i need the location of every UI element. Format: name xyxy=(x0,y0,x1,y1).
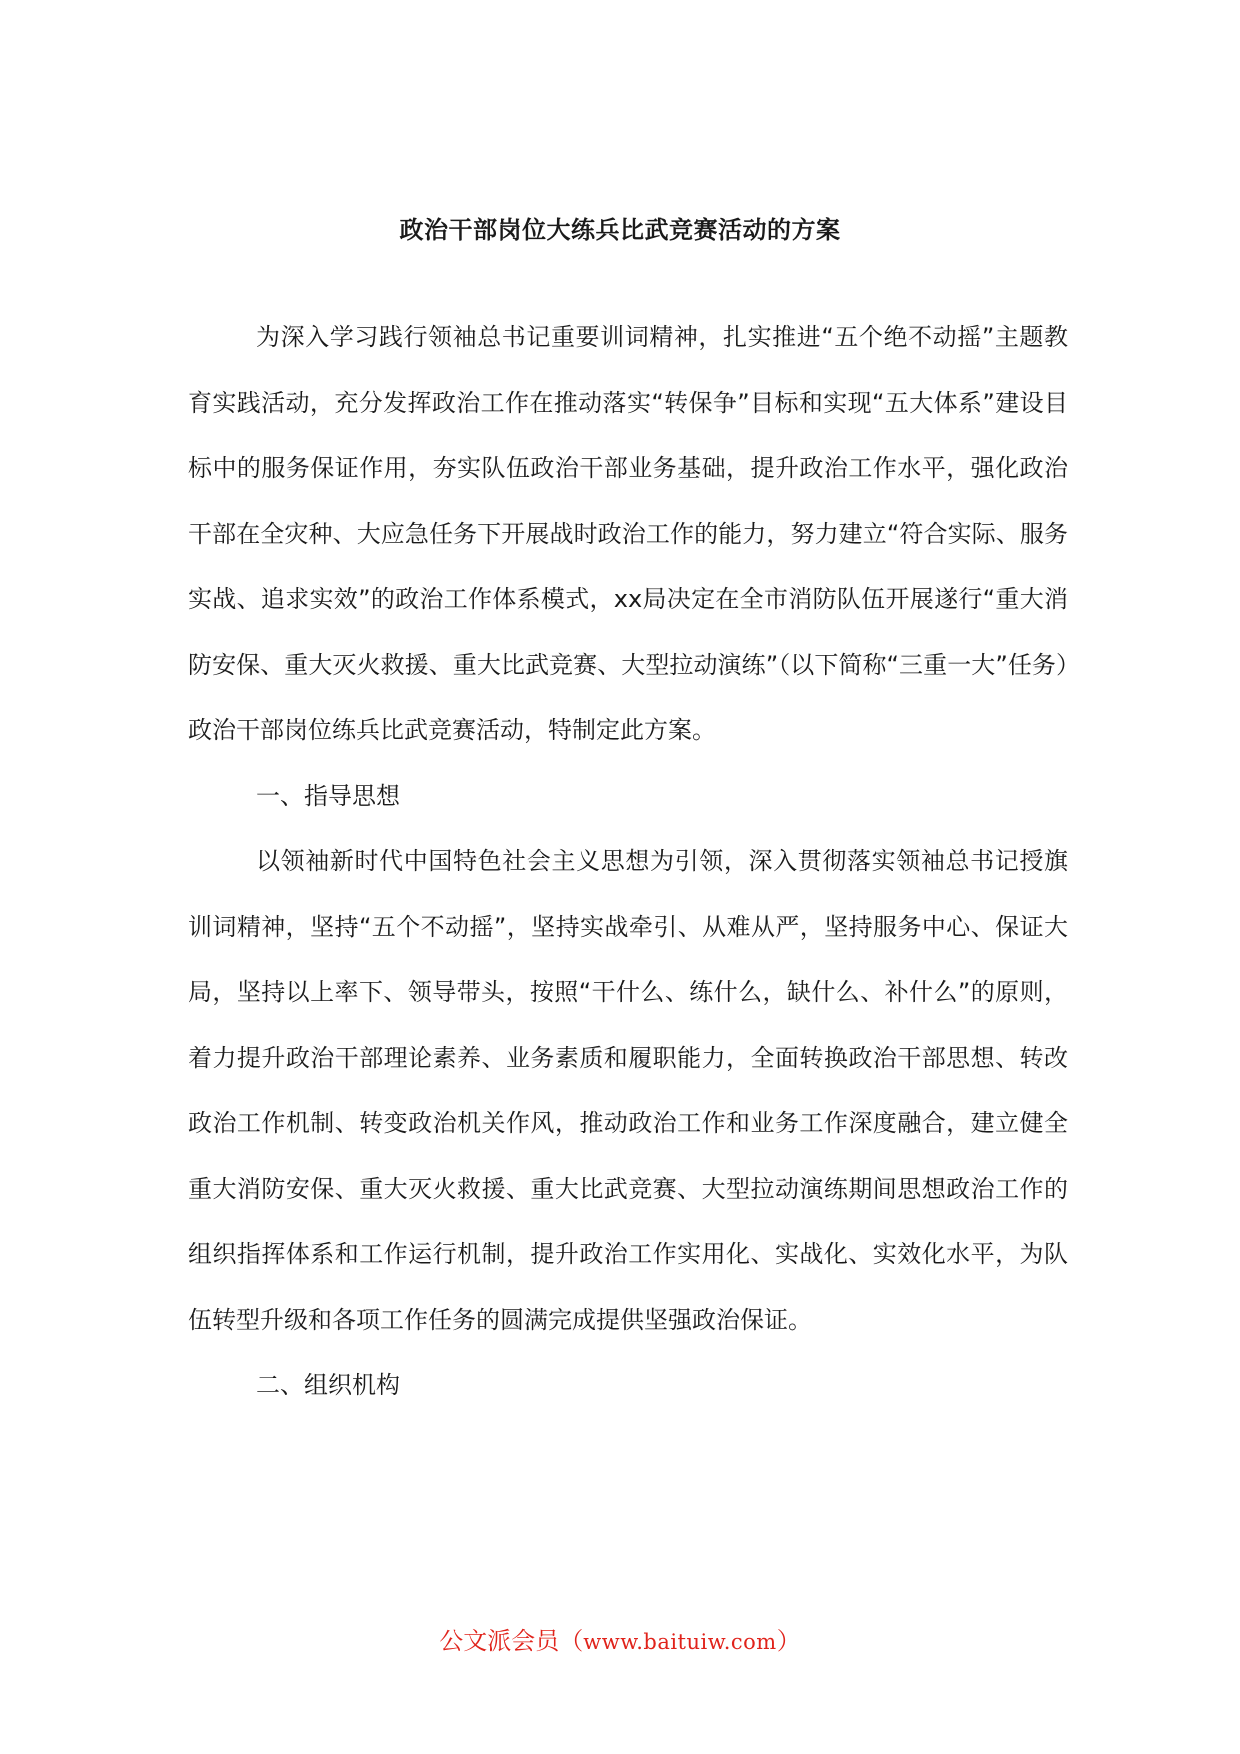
footer-watermark xyxy=(0,1624,1240,1659)
section-heading-organization: 二、组织机构 xyxy=(256,1371,400,1399)
footer-label: 公文派会员 xyxy=(439,1627,560,1655)
intro-paragraph: 为深入学习践行领袖总书记重要训词精神，扎实推进“五个绝不动摇”主题教育实践活动，充分发挥政治工作在推动落实“转保争”目标和实现“五大体系”建设目标中的服务保证作用，夯实队伍政治干部业务基础，提升政治工作水平，强化政治干部在全灾种、大应急任务下开展战时政治工作的能力，努力建立“符合实际、服务实战、追求实效”的政治工作体系模式，xx局决定在全市消防队伍开展遂行“重大消防安保、重大灭火救援、重大比武竞赛、大型拉动演练”（以下简称“三重一大”任务）政治干部岗位练兵比武竞赛活动，特制定此方案。 xyxy=(188,323,1068,744)
guiding-ideology-paragraph: 以领袖新时代中国特色社会主义思想为引领，深入贯彻落实领袖总书记授旗训词精神，坚持“五个不动摇”，坚持实战牵引、从难从严，坚持服务中心、保证大局，坚持以上率下、领导带头，按照“干什么、练什么，缺什么、补什么”的原则，着力提升政治干部理论素养、业务素质和履职能力，全面转换政治干部思想、转改政治工作机制、转变政治机关作风，推动政治工作和业务工作深度融合，建立健全重大消防安保、重大灭火救援、重大比武竞赛、大型拉动演练期间思想政治工作的组织指挥体系和工作运行机制，提升政治工作实用化、实战化、实效化水平，为队伍转型升级和各项工作任务的圆满完成提供坚强政治保证。 xyxy=(188,847,1068,1334)
footer-close-paren: ） xyxy=(776,1627,801,1655)
footer-open-paren: （ xyxy=(559,1627,584,1655)
footer-url: www.baituiw.com xyxy=(583,1630,777,1654)
document-body xyxy=(188,305,1068,1419)
section-heading-guiding-ideology: 一、指导思想 xyxy=(256,781,400,810)
document-title: 政治干部岗位大练兵比武竞赛活动的方案 xyxy=(399,216,841,244)
